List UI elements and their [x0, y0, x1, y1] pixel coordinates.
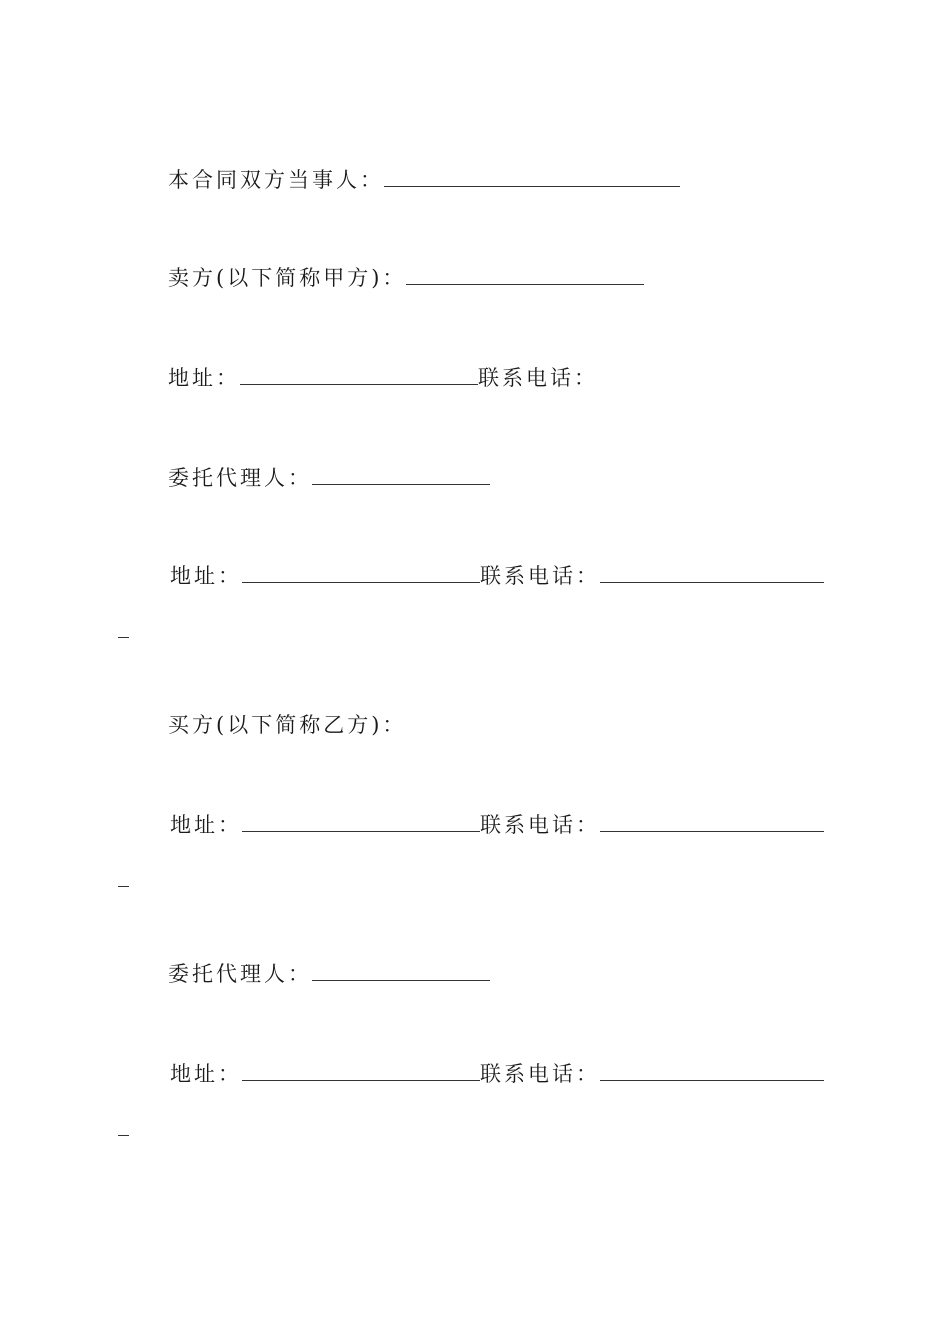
buyer-phone-label: 联系电话： — [480, 813, 600, 837]
seller-line — [168, 266, 644, 290]
seller-agent-address-blank[interactable] — [242, 564, 480, 583]
buyer-agent-phone-blank[interactable] — [600, 1062, 824, 1081]
buyer-agent-address-blank[interactable] — [242, 1062, 480, 1081]
seller-name-blank[interactable] — [406, 266, 644, 285]
buyer-address-label: 地址： — [170, 813, 242, 837]
buyer-agent-phone-label: 联系电话： — [480, 1062, 600, 1086]
seller-agent-address-label: 地址： — [170, 564, 242, 588]
seller-agent-line — [168, 466, 490, 490]
seller-address-blank[interactable] — [240, 366, 478, 385]
buyer-agent-line — [168, 962, 490, 986]
buyer-line — [168, 713, 406, 737]
seller-phone-label: 联系电话： — [478, 366, 598, 390]
line-continuation-stub — [118, 886, 129, 887]
buyer-address-blank[interactable] — [242, 813, 480, 832]
seller-agent-phone-label: 联系电话： — [480, 564, 600, 588]
seller-address-line — [168, 366, 598, 390]
contract-parties-line — [168, 168, 680, 192]
seller-agent-label: 委托代理人： — [168, 466, 312, 490]
seller-agent-address-line — [170, 564, 824, 588]
seller-agent-phone-blank[interactable] — [600, 564, 824, 583]
line-continuation-stub — [118, 637, 129, 638]
buyer-address-line — [170, 813, 824, 837]
buyer-label: 买方(以下简称乙方)： — [168, 713, 407, 737]
line-continuation-stub — [118, 1135, 129, 1136]
seller-label: 卖方(以下简称甲方)： — [168, 266, 407, 290]
contract-parties-label: 本合同双方当事人： — [168, 168, 384, 192]
seller-address-label: 地址： — [168, 366, 240, 390]
buyer-phone-blank[interactable] — [600, 813, 824, 832]
buyer-agent-address-label: 地址： — [170, 1062, 242, 1086]
buyer-agent-address-line — [170, 1062, 824, 1086]
seller-agent-blank[interactable] — [312, 466, 490, 485]
buyer-agent-label: 委托代理人： — [168, 962, 312, 986]
contract-parties-blank[interactable] — [384, 168, 680, 187]
buyer-agent-blank[interactable] — [312, 962, 490, 981]
